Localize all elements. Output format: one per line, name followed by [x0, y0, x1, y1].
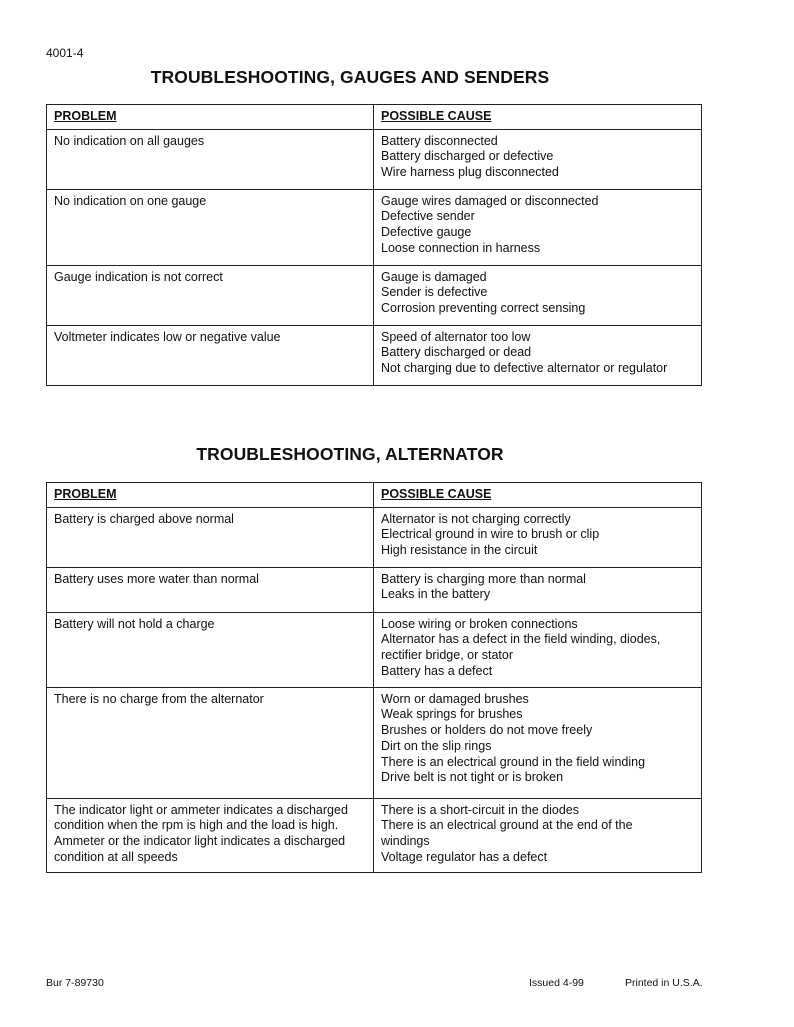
problem-cell: [47, 687, 374, 798]
problem-cell: [47, 129, 374, 189]
problem-header: PROBLEM: [47, 483, 374, 508]
table-row: [47, 507, 702, 567]
table-row: [47, 798, 702, 872]
possible-cause-cell: [374, 129, 702, 189]
possible-cause-cell: [374, 189, 702, 265]
section-title-alternator: TROUBLESHOOTING, ALTERNATOR: [196, 444, 504, 464]
table-row: [47, 189, 702, 265]
cause-line: Dirt on the slip rings: [381, 738, 492, 753]
table-row: [47, 687, 702, 798]
problem-cell: [47, 798, 374, 872]
cause-line: Gauge is damaged: [381, 269, 487, 284]
problem-line: Battery is charged above normal: [54, 511, 234, 526]
cause-line: There is an electrical ground in the field winding: [381, 754, 646, 769]
problem-cell: [47, 567, 374, 612]
cause-line: Voltage regulator has a defect: [381, 849, 548, 864]
cause-line: Wire harness plug disconnected: [381, 165, 559, 180]
table-header-row: [47, 105, 702, 130]
table-row: [47, 567, 702, 612]
possible-cause-cell: [374, 265, 702, 325]
alternator-troubleshooting-table: [46, 482, 702, 873]
table-row: [47, 129, 702, 189]
problem-cell: [47, 265, 374, 325]
table-row: [47, 325, 702, 385]
cause-line: Gauge wires damaged or disconnected: [381, 193, 599, 208]
cause-line: Battery disconnected: [381, 133, 498, 148]
table-header-row: [47, 483, 702, 508]
problem-cell: [47, 325, 374, 385]
section-title-gauges: TROUBLESHOOTING, GAUGES AND SENDERS: [150, 67, 550, 87]
problem-line: There is no charge from the alternator: [54, 691, 264, 706]
problem-line: Battery will not hold a charge: [54, 616, 215, 631]
cause-line: Speed of alternator too low: [381, 329, 531, 344]
cause-line: Brushes or holders do not move freely: [381, 723, 593, 738]
possible-cause-cell: [374, 325, 702, 385]
table-row: [47, 612, 702, 687]
cause-line: rectifier bridge, or stator: [381, 648, 513, 663]
cause-line: Corrosion preventing correct sensing: [381, 301, 586, 316]
problem-cell: [47, 189, 374, 265]
problem-line: No indication on all gauges: [54, 133, 205, 148]
cause-line: Drive belt is not tight or is broken: [381, 770, 564, 785]
problem-line: No indication on one gauge: [54, 193, 207, 208]
problem-line: Gauge indication is not correct: [54, 269, 223, 284]
cause-line: Battery has a defect: [381, 663, 493, 678]
possible-cause-header: POSSIBLE CAUSE: [374, 483, 702, 508]
cause-line: High resistance in the circuit: [381, 543, 538, 558]
possible-cause-cell: [374, 567, 702, 612]
cause-line: Electrical ground in wire to brush or clip: [381, 527, 600, 542]
footer-part-number: Bur 7-89730: [46, 977, 104, 989]
possible-cause-cell: [374, 507, 702, 567]
possible-cause-cell: [374, 612, 702, 687]
problem-line: Voltmeter indicates low or negative value: [54, 329, 281, 344]
gauges-troubleshooting-table: [46, 104, 702, 386]
cause-line: Leaks in the battery: [381, 587, 491, 602]
cause-line: Defective sender: [381, 209, 475, 224]
table-row: [47, 265, 702, 325]
cause-line: Not charging due to defective alternator or regulator: [381, 361, 668, 376]
footer-issued: Issued 4-99: [529, 977, 584, 989]
problem-header: PROBLEM: [47, 105, 374, 130]
problem-line: The indicator light or ammeter indicates a discharged: [54, 802, 348, 817]
possible-cause-header: POSSIBLE CAUSE: [374, 105, 702, 130]
problem-cell: [47, 507, 374, 567]
cause-line: Alternator is not charging correctly: [381, 511, 571, 526]
possible-cause-cell: [374, 798, 702, 872]
cause-line: There is an electrical ground at the end of the: [381, 818, 633, 833]
cause-line: Battery discharged or dead: [381, 345, 532, 360]
problem-line: Battery uses more water than normal: [54, 571, 259, 586]
cause-line: Weak springs for brushes: [381, 707, 523, 722]
problem-line: Ammeter or the indicator light indicates a discharged: [54, 834, 346, 849]
cause-line: There is a short-circuit in the diodes: [381, 802, 580, 817]
problem-line: condition at all speeds: [54, 849, 178, 864]
cause-line: Defective gauge: [381, 225, 472, 240]
cause-line: Sender is defective: [381, 285, 488, 300]
cause-line: Battery discharged or defective: [381, 149, 554, 164]
cause-line: Alternator has a defect in the field winding, diodes,: [381, 632, 661, 647]
cause-line: Battery is charging more than normal: [381, 571, 586, 586]
problem-line: condition when the rpm is high and the load is high.: [54, 818, 339, 833]
cause-line: windings: [381, 834, 430, 849]
problem-cell: [47, 612, 374, 687]
page-number: 4001-4: [46, 46, 84, 60]
cause-line: Loose connection in harness: [381, 240, 541, 255]
footer-printed: Printed in U.S.A.: [625, 977, 703, 989]
cause-line: Worn or damaged brushes: [381, 691, 529, 706]
cause-line: Loose wiring or broken connections: [381, 616, 578, 631]
possible-cause-cell: [374, 687, 702, 798]
